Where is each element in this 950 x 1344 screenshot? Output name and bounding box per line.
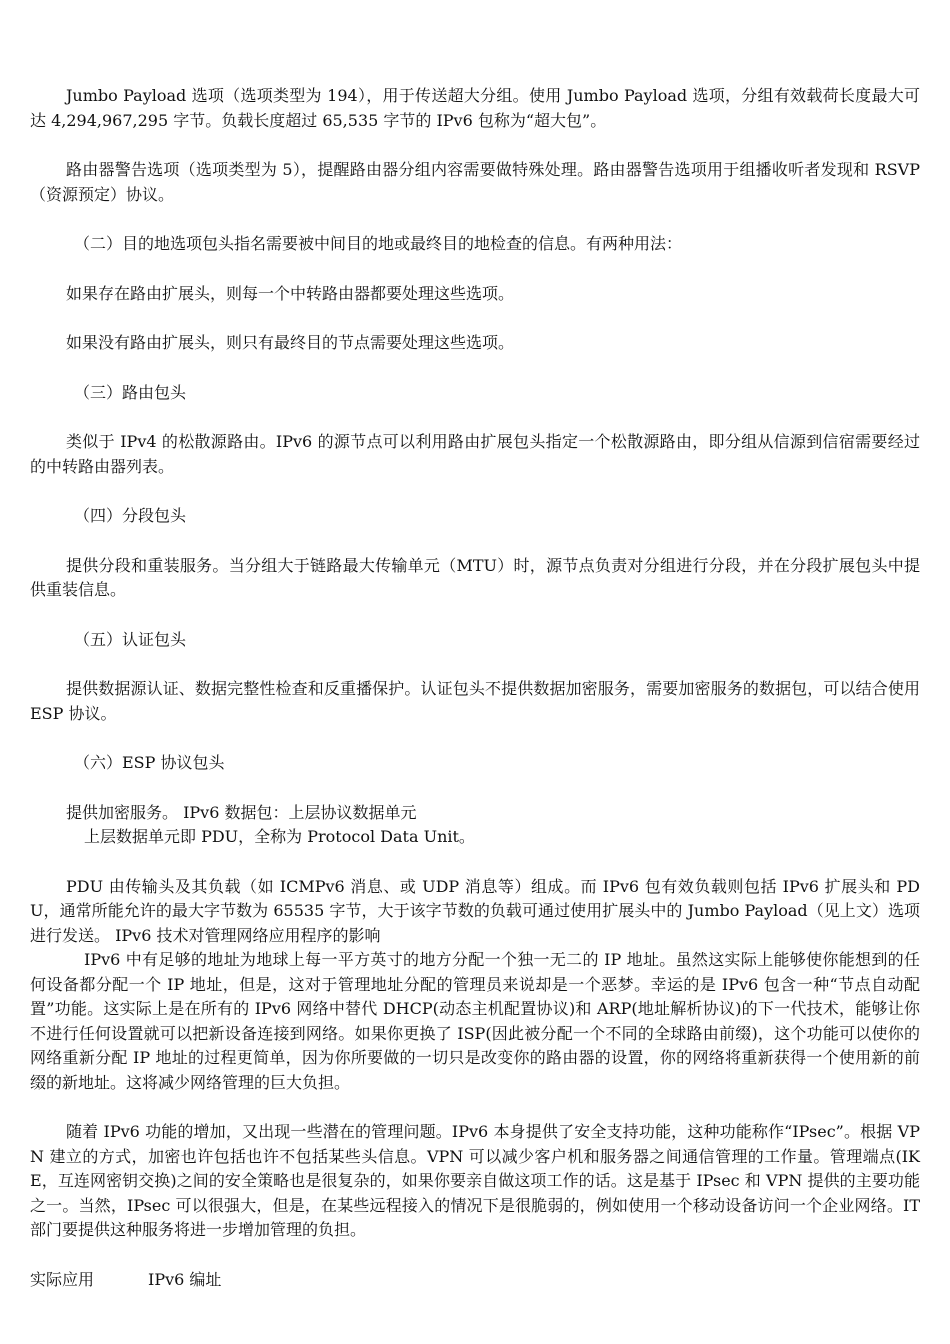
- paragraph-esp-header: 提供加密服务。 IPv6 数据包：上层协议数据单元: [66, 802, 417, 822]
- footer-line: [30, 1268, 920, 1293]
- document-page: [30, 84, 920, 1292]
- paragraph-jumbo-payload: Jumbo Payload 选项（选项类型为 194），用于传送超大分组。使用 Jumbo Payload 选项，分组有效载荷长度最大可达 4,294,967,295 字节。负载长度超过 65,535 字节的 IPv6 包称为“超大包”。: [30, 86, 920, 130]
- paragraph-ipv6-addressing: IPv6 中有足够的地址为地球上每一平方英寸的地方分配一个独一无二的 IP 地址。虽然这实际上能够使你能想到的任何设备都分配一个 IP 地址，但是，这对于管理地址分配的管理员来说却是一个恶梦。幸运的是 IPv6 包含一种“节点自动配置”功能。这实际上是在所有的 IPv6 网络中替代 DHCP(动态主机配置协议)和 ARP(地址解析协议)的下一代技术，能够让你不进行任何设置就可以把新设备连接到网络。如果你更换了 ISP(因此被分配一个不同的全球路由前缀)，这个功能可以使你的网络重新分配 IP 地址的过程更简单，因为你所要做的一切只是改变你的路由器的设置，你的网络将重新获得一个使用新的前缀的新地址。这将减少网络管理的巨大负担。: [30, 950, 920, 1092]
- heading-fragment-header: （四）分段包头: [74, 506, 187, 525]
- paragraph-ipsec: 随着 IPv6 功能的增加，又出现一些潜在的管理问题。IPv6 本身提供了安全支持功能，这种功能称作“IPsec”。根据 VPN 建立的方式，加密也许包括也许不包括某些头信息。VPN 可以减少客户机和服务器之间通信管理的工作量。管理端点(IKE，互连网密钥交换)之间的安全策略也是很复杂的，如果你要亲自做这项工作的话。这是基于 IPsec 和 VPN 提供的主要功能之一。当然，IPsec 可以很强大，但是，在某些远程接入的情况下是很脆弱的，例如使用一个移动设备访问一个企业网络。IT 部门要提供这种服务将进一步增加管理的负担。: [30, 1122, 920, 1239]
- paragraph-pdu-definition: 上层数据单元即 PDU，全称为 Protocol Data Unit。: [84, 827, 475, 846]
- footer-label-practical: 实际应用: [30, 1269, 95, 1289]
- footer-label-addressing: IPv6 编址: [148, 1269, 222, 1289]
- paragraph-router-alert: 路由器警告选项（选项类型为 5），提醒路由器分组内容需要做特殊处理。路由器警告选项用于组播收听者发现和 RSVP（资源预定）协议。: [30, 160, 920, 204]
- paragraph-routing-header: 类似于 IPv4 的松散源路由。IPv6 的源节点可以利用路由扩展包头指定一个松散源路由，即分组从信源到信宿需要经过的中转路由器列表。: [30, 432, 920, 476]
- paragraph-auth-header: 提供数据源认证、数据完整性检查和反重播保护。认证包头不提供数据加密服务，需要加密服务的数据包，可以结合使用 ESP 协议。: [30, 679, 920, 723]
- paragraph-pdu-body: PDU 由传输头及其负载（如 ICMPv6 消息、或 UDP 消息等）组成。而 IPv6 包有效负载则包括 IPv6 扩展头和 PDU，通常所能允许的最大字节数为 65535 字节，大于该字节数的负载可通过使用扩展头中的 Jumbo Payload（见上文）选项进行发送。 IPv6 技术对管理网络应用程序的影响: [30, 876, 920, 945]
- paragraph-destination-use-1: 如果存在路由扩展头，则每一个中转路由器都要处理这些选项。: [66, 283, 515, 303]
- heading-esp-header: （六）ESP 协议包头: [74, 753, 225, 772]
- paragraph-destination-use-2: 如果没有路由扩展头，则只有最终目的节点需要处理这些选项。: [66, 333, 515, 352]
- heading-destination-options: （二）目的地选项包头指名需要被中间目的地或最终目的地检查的信息。有两种用法：: [74, 234, 683, 253]
- heading-auth-header: （五）认证包头: [74, 629, 187, 649]
- paragraph-fragment-header: 提供分段和重装服务。当分组大于链路最大传输单元（MTU）时，源节点负责对分组进行分段，并在分段扩展包头中提供重装信息。: [30, 555, 920, 599]
- heading-routing-header: （三）路由包头: [74, 382, 187, 402]
